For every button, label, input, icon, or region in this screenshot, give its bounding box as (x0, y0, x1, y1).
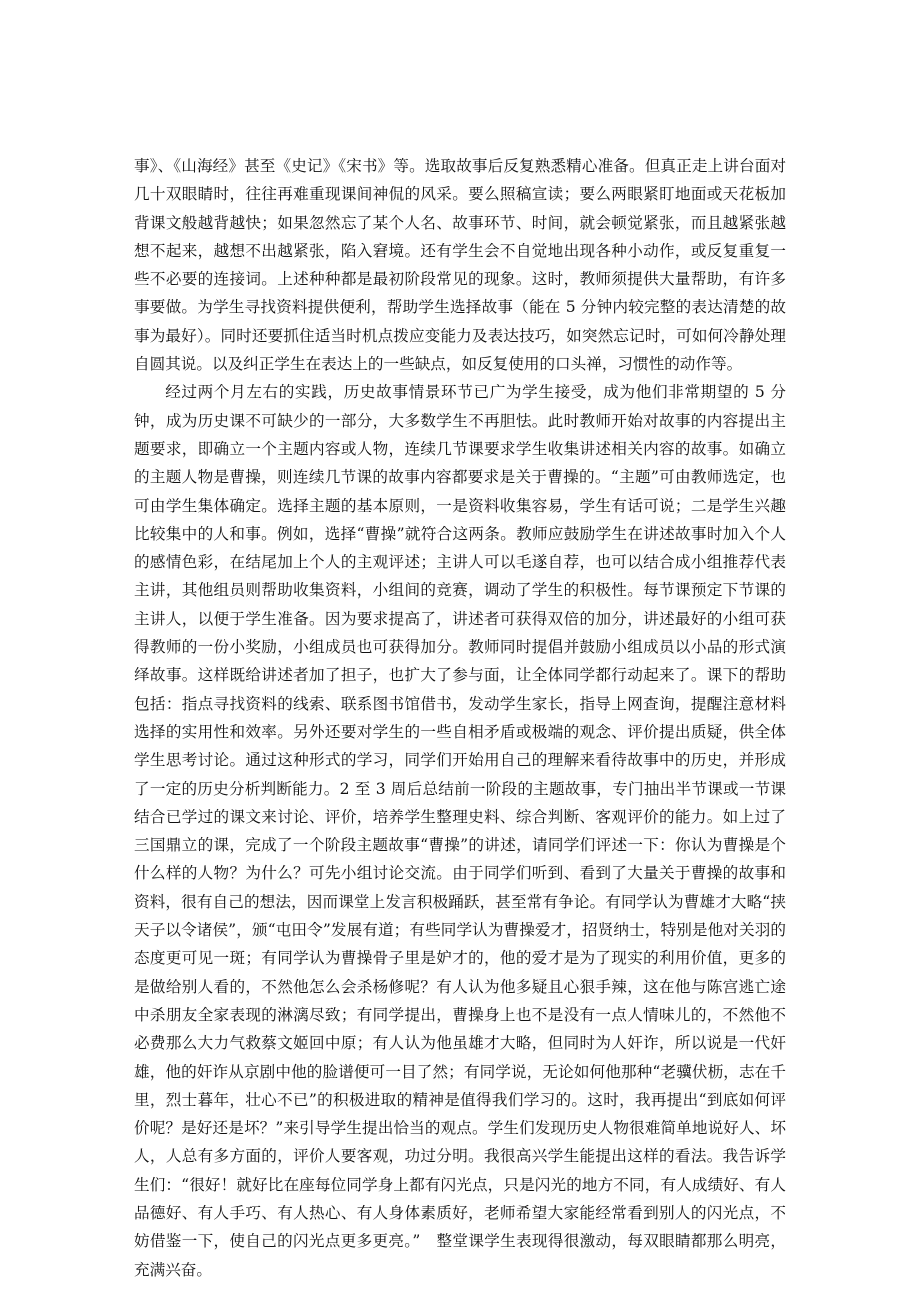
document-page (134, 152, 786, 1284)
paragraph-1: 事》、《山海经》甚至《史记》《宋书》等。选取故事后反复熟悉精心准备。但真正走上讲台面对几十双眼睛时，往往再难重现课间神侃的风采。要么照稿宣读；要么两眼紧盯地面或天花板加背课文般越背越快；如果忽然忘了某个人名、故事环节、时间，就会顿觉紧张，而且越紧张越想不起来，越想不出越紧张，陷入窘境。还有学生会不自觉地出现各种小动作，或反复重复一些不必要的连接词。上述种种都是最初阶段常见的现象。这时，教师须提供大量帮助，有许多事要做。为学生寻找资料提供便利，帮助学生选择故事（能在 5 分钟内较完整的表达清楚的故事为最好）。同时还要抓住适当时机点拨应变能力及表达技巧，如突然忘记时，可如何冷静处理自圆其说。以及纠正学生在表达上的一些缺点，如反复使用的口头禅，习惯性的动作等。 (134, 157, 786, 374)
paragraph-2: 经过两个月左右的实践，历史故事情景环节已广为学生接受，成为他们非常期望的 5 分钟，成为历史课不可缺少的一部分，大多数学生不再胆怯。此时教师开始对故事的内容提出主题要求，即确立一个主题内容或人物，连续几节课要求学生收集讲述相关内容的故事。如确立的主题人物是曹操，则连续几节课的故事内容都要求是关于曹操的。“主题”可由教师选定，也可由学生集体确定。选择主题的基本原则，一是资料收集容易，学生有话可说；二是学生兴趣比较集中的人和事。例如，选择“曹操”就符合这两条。教师应鼓励学生在讲述故事时加入个人的感情色彩，在结尾加上个人的主观评述；主讲人可以毛遂自荐，也可以结合成小组推荐代表主讲，其他组员则帮助收集资料，小组间的竞赛，调动了学生的积极性。每节课预定下节课的主讲人，以便于学生准备。因为要求提高了，讲述者可获得双倍的加分，讲述最好的小组可获得教师的一份小奖励，小组成员也可获得加分。教师同时提倡并鼓励小组成员以小品的形式演绎故事。这样既给讲述者加了担子，也扩大了参与面，让全体同学都行动起来了。课下的帮助包括：指点寻找资料的线索、联系图书馆借书，发动学生家长，指导上网查询，提醒注意材料选择的实用性和效率。另外还要对学生的一些自相矛盾或极端的观念、评价提出质疑，供全体学生思考讨论。通过这种形式的学习，同学们开始用自己的理解来看待故事中的历史，并形成了一定的历史分析判断能力。2 至 3 周后总结前一阶段的主题故事，专门抽出半节课或一节课结合已学过的课文来讨论、评价，培养学生整理史料、综合判断、客观评价的能力。如上过了三国鼎立的课，完成了一个阶段主题故事“曹操”的讲述，请同学们评述一下：你认为曹操是个什么样的人物？为什么？可先小组讨论交流。由于同学们听到、看到了大量关于曹操的故事和资料，很有自己的想法，因而课堂上发言积极踊跃，甚至常有争论。有同学认为曹雄才大略“挟天子以令诸侯”，颁“屯田令”发展有道；有些同学认为曹操爱才，招贤纳士，特别是他对关羽的态度更可见一斑；有同学认为曹操骨子里是妒才的，他的爱才是为了现实的利用价值，更多的是做给别人看的，不然他怎么会杀杨修呢？有人认为他多疑且心狠手辣，这在他与陈宫逃亡途中杀朋友全家表现的淋漓尽致；有同学提出，曹操身上也不是没有一点人情味儿的，不然他不必费那么大力气救蔡文姬回中原；有人认为他虽雄才大略，但同时为人奸诈，所以说是一代奸雄，他的奸诈从京剧中他的脸谱便可一目了然；有同学说，无论如何他那种“老骥伏枥，志在千里，烈士暮年，壮心不已”的积极进取的精神是值得我们学习的。这时，我再提出“到底如何评价呢？是好还是坏？”来引导学生提出恰当的观点。学生们发现历史人物很难简单地说好人、坏人，人总有多方面的，评价人要客观，功过分明。我很高兴学生能提出这样的看法。我告诉学生们：“很好！就好比在座每位同学身上都有闪光点，只是闪光的地方不同，有人成绩好、有人品德好、有人手巧、有人热心、有人身体素质好，老师希望大家能经常看到别人的闪光点，不妨借鉴一下，使自己的闪光点更多更亮。” 整堂课学生表现得很激动，每双眼睛都那么明亮，充满兴奋。 (134, 383, 786, 1279)
